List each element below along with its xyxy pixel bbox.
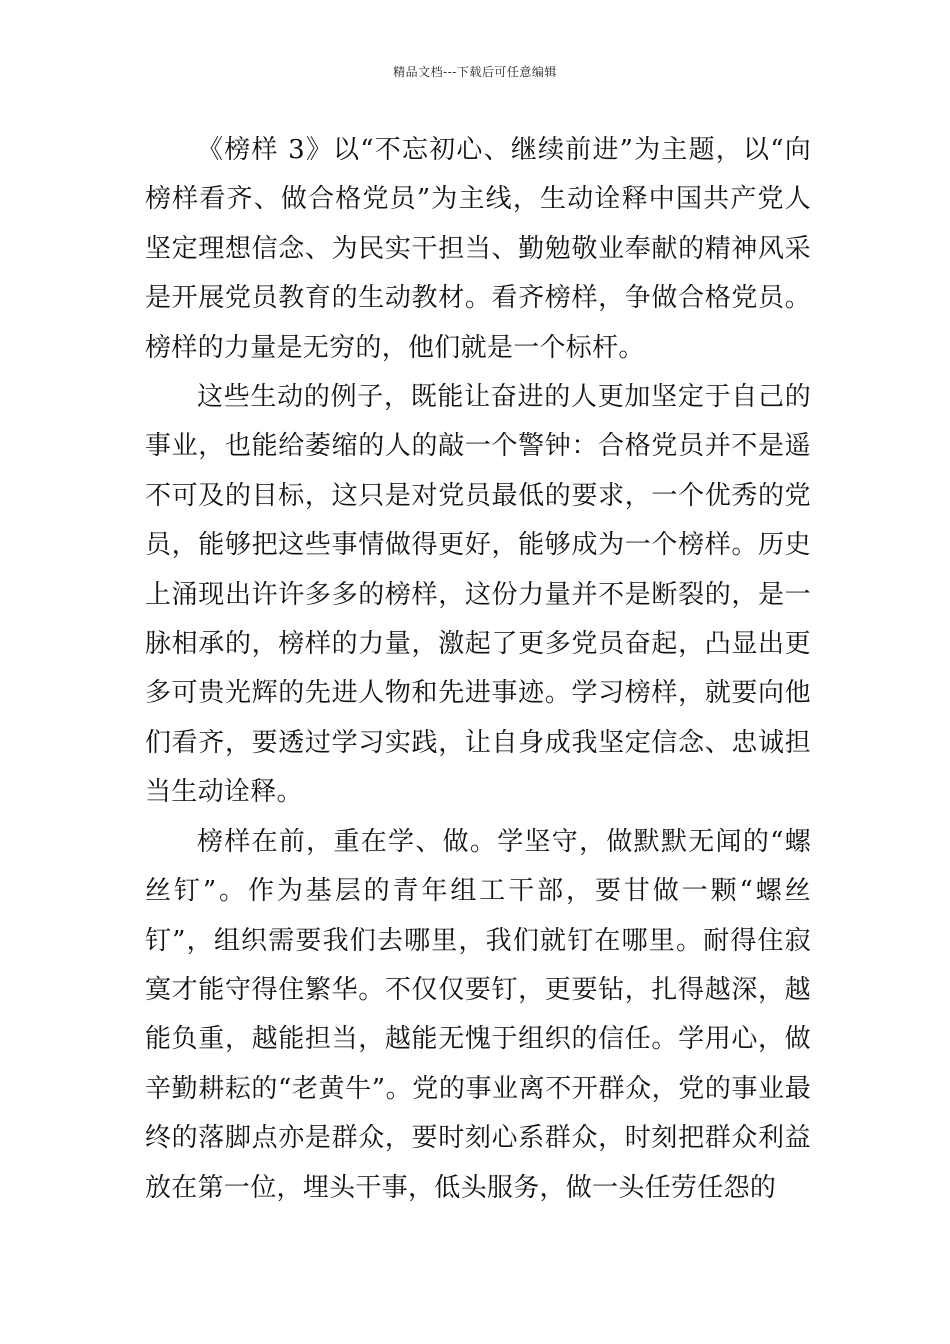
paragraph-1: 《榜样 3》以“不忘初心、继续前进”为主题，以“向榜样看齐、做合格党员”为主线，生动诠释中国共产党人坚定理想信念、为民实干担当、勤勉敬业奉献的精神风采是开展党员教育的生动教材。看齐榜样，争做合格党员。榜样的力量是无穷的，他们就是一个标杆。 xyxy=(145,135,811,363)
page-header: 精品文档---下载后可任意编辑 xyxy=(393,65,557,79)
paragraph-2: 这些生动的例子，既能让奋进的人更加坚定于自己的事业，也能给萎缩的人的敲一个警钟：合格党员并不是遥不可及的目标，这只是对党员最低的要求，一个优秀的党员，能够把这些事情做得更好，能够成为一个榜样。历史上涌现出许许多多的榜样，这份力量并不是断裂的，是一脉相承的，榜样的力量，激起了更多党员奋起，凸显出更多可贵光辉的先进人物和先进事迹。学习榜样，就要向他们看齐，要透过学习实践，让自身成我坚定信念、忠诚担当生动诠释。 xyxy=(145,382,811,808)
document-body xyxy=(145,126,811,1213)
paragraph-3: 榜样在前，重在学、做。学坚守，做默默无闻的“螺丝钉”。作为基层的青年组工干部，要甘做一颗“螺丝钉”，组织需要我们去哪里，我们就钉在哪里。耐得住寂寞才能守得住繁华。不仅仅要钉，更要钻，扎得越深，越能负重，越能担当，越能无愧于组织的信任。学用心，做辛勤耕耘的“老黄牛”。党的事业离不开群众，党的事业最终的落脚点亦是群众，要时刻心系群众，时刻把群众利益放在第一位，埋头干事，低头服务，做一头任劳任怨的 xyxy=(145,826,811,1203)
